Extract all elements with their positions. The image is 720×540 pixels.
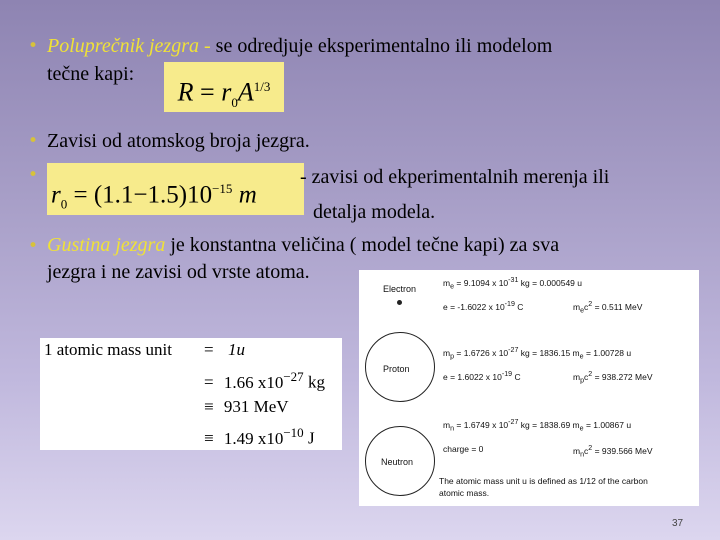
amu-footnote-line1: The atomic mass unit u is defined as 1/12 of the carbon: [439, 476, 648, 486]
neutron-label: Neutron: [381, 457, 414, 467]
bullet-3-line1: - zavisi od ekperimentalnih merenja ili: [300, 166, 610, 188]
electron-label: Electron: [383, 284, 417, 294]
bullet-2-text: Zavisi od atomskog broja jezgra.: [47, 130, 310, 152]
bullet-4-text: je konstantna veličina ( model tečne kapi) za sva: [170, 234, 560, 256]
proton-charge: e = 1.6022 x $10^{-19}$ C: [443, 370, 521, 382]
page-number: 37: [672, 518, 684, 529]
neutron-mass: $m_n = 1.6749$ x $10^{-27}$ kg = 1838.69 $m_e = 1.00867$ u: [443, 418, 632, 433]
amu-row-4: ≡ 1.49 $x10^{-10}$ J: [204, 425, 315, 448]
amu-footnote-line2: atomic mass.: [439, 488, 490, 498]
amu-row-2: = 1.66 $x10^{-27}$ kg: [204, 369, 325, 392]
bullet-marker: •: [28, 36, 39, 56]
electron-charge: e = -1.6022 x $10^{-19}$ C: [443, 300, 524, 312]
neutron-charge: charge = 0: [443, 444, 484, 454]
proton-label: Proton: [383, 364, 410, 374]
bullet-marker: •: [28, 165, 39, 185]
bullet-1-line1: [47, 33, 552, 59]
radius-term: Poluprečnik jezgra -: [47, 35, 211, 57]
electron-dot: [397, 300, 402, 305]
bullet-1-line2: tečne kapi:: [47, 63, 135, 85]
bullet-marker: •: [28, 131, 39, 151]
particle-properties-figure: [359, 270, 699, 506]
radius-formula: $R = r_0A^{1/3}$: [164, 62, 284, 112]
amu-row-1: 1 atomic mass unit = 1u: [44, 340, 245, 359]
neutron-energy: $m_nc^2 = 939.566$ MeV: [573, 444, 653, 459]
bullet-1-text: se odredjuje eksperimentalno ili modelom: [215, 35, 553, 57]
amu-row-3: ≡ 931 MeV: [204, 397, 289, 416]
electron-mass: $m_e = 9.1094$ x $10^{-31}$ kg = 0.000549 u: [443, 276, 582, 291]
bullet-marker: •: [28, 236, 39, 256]
proton-energy: $m_pc^2 = 938.272$ MeV: [573, 370, 653, 385]
amu-table: [40, 338, 342, 450]
bullet-4-line1: [47, 232, 559, 258]
electron-energy: $m_ec^2 = 0.511$ MeV: [573, 300, 643, 315]
r0-formula: $r_0 = (1.1-1.5)10^{-15}$ m: [47, 163, 304, 215]
bullet-4-line2: jezgra i ne zavisi od vrste atoma.: [47, 261, 310, 283]
proton-mass: $m_p = 1.6726$ x $10^{-27}$ kg = 1836.15 $m_e = 1.00728$ u: [443, 346, 632, 361]
bullet-3-line2: detalja modela.: [313, 201, 436, 223]
density-term: Gustina jezgra: [47, 234, 166, 256]
